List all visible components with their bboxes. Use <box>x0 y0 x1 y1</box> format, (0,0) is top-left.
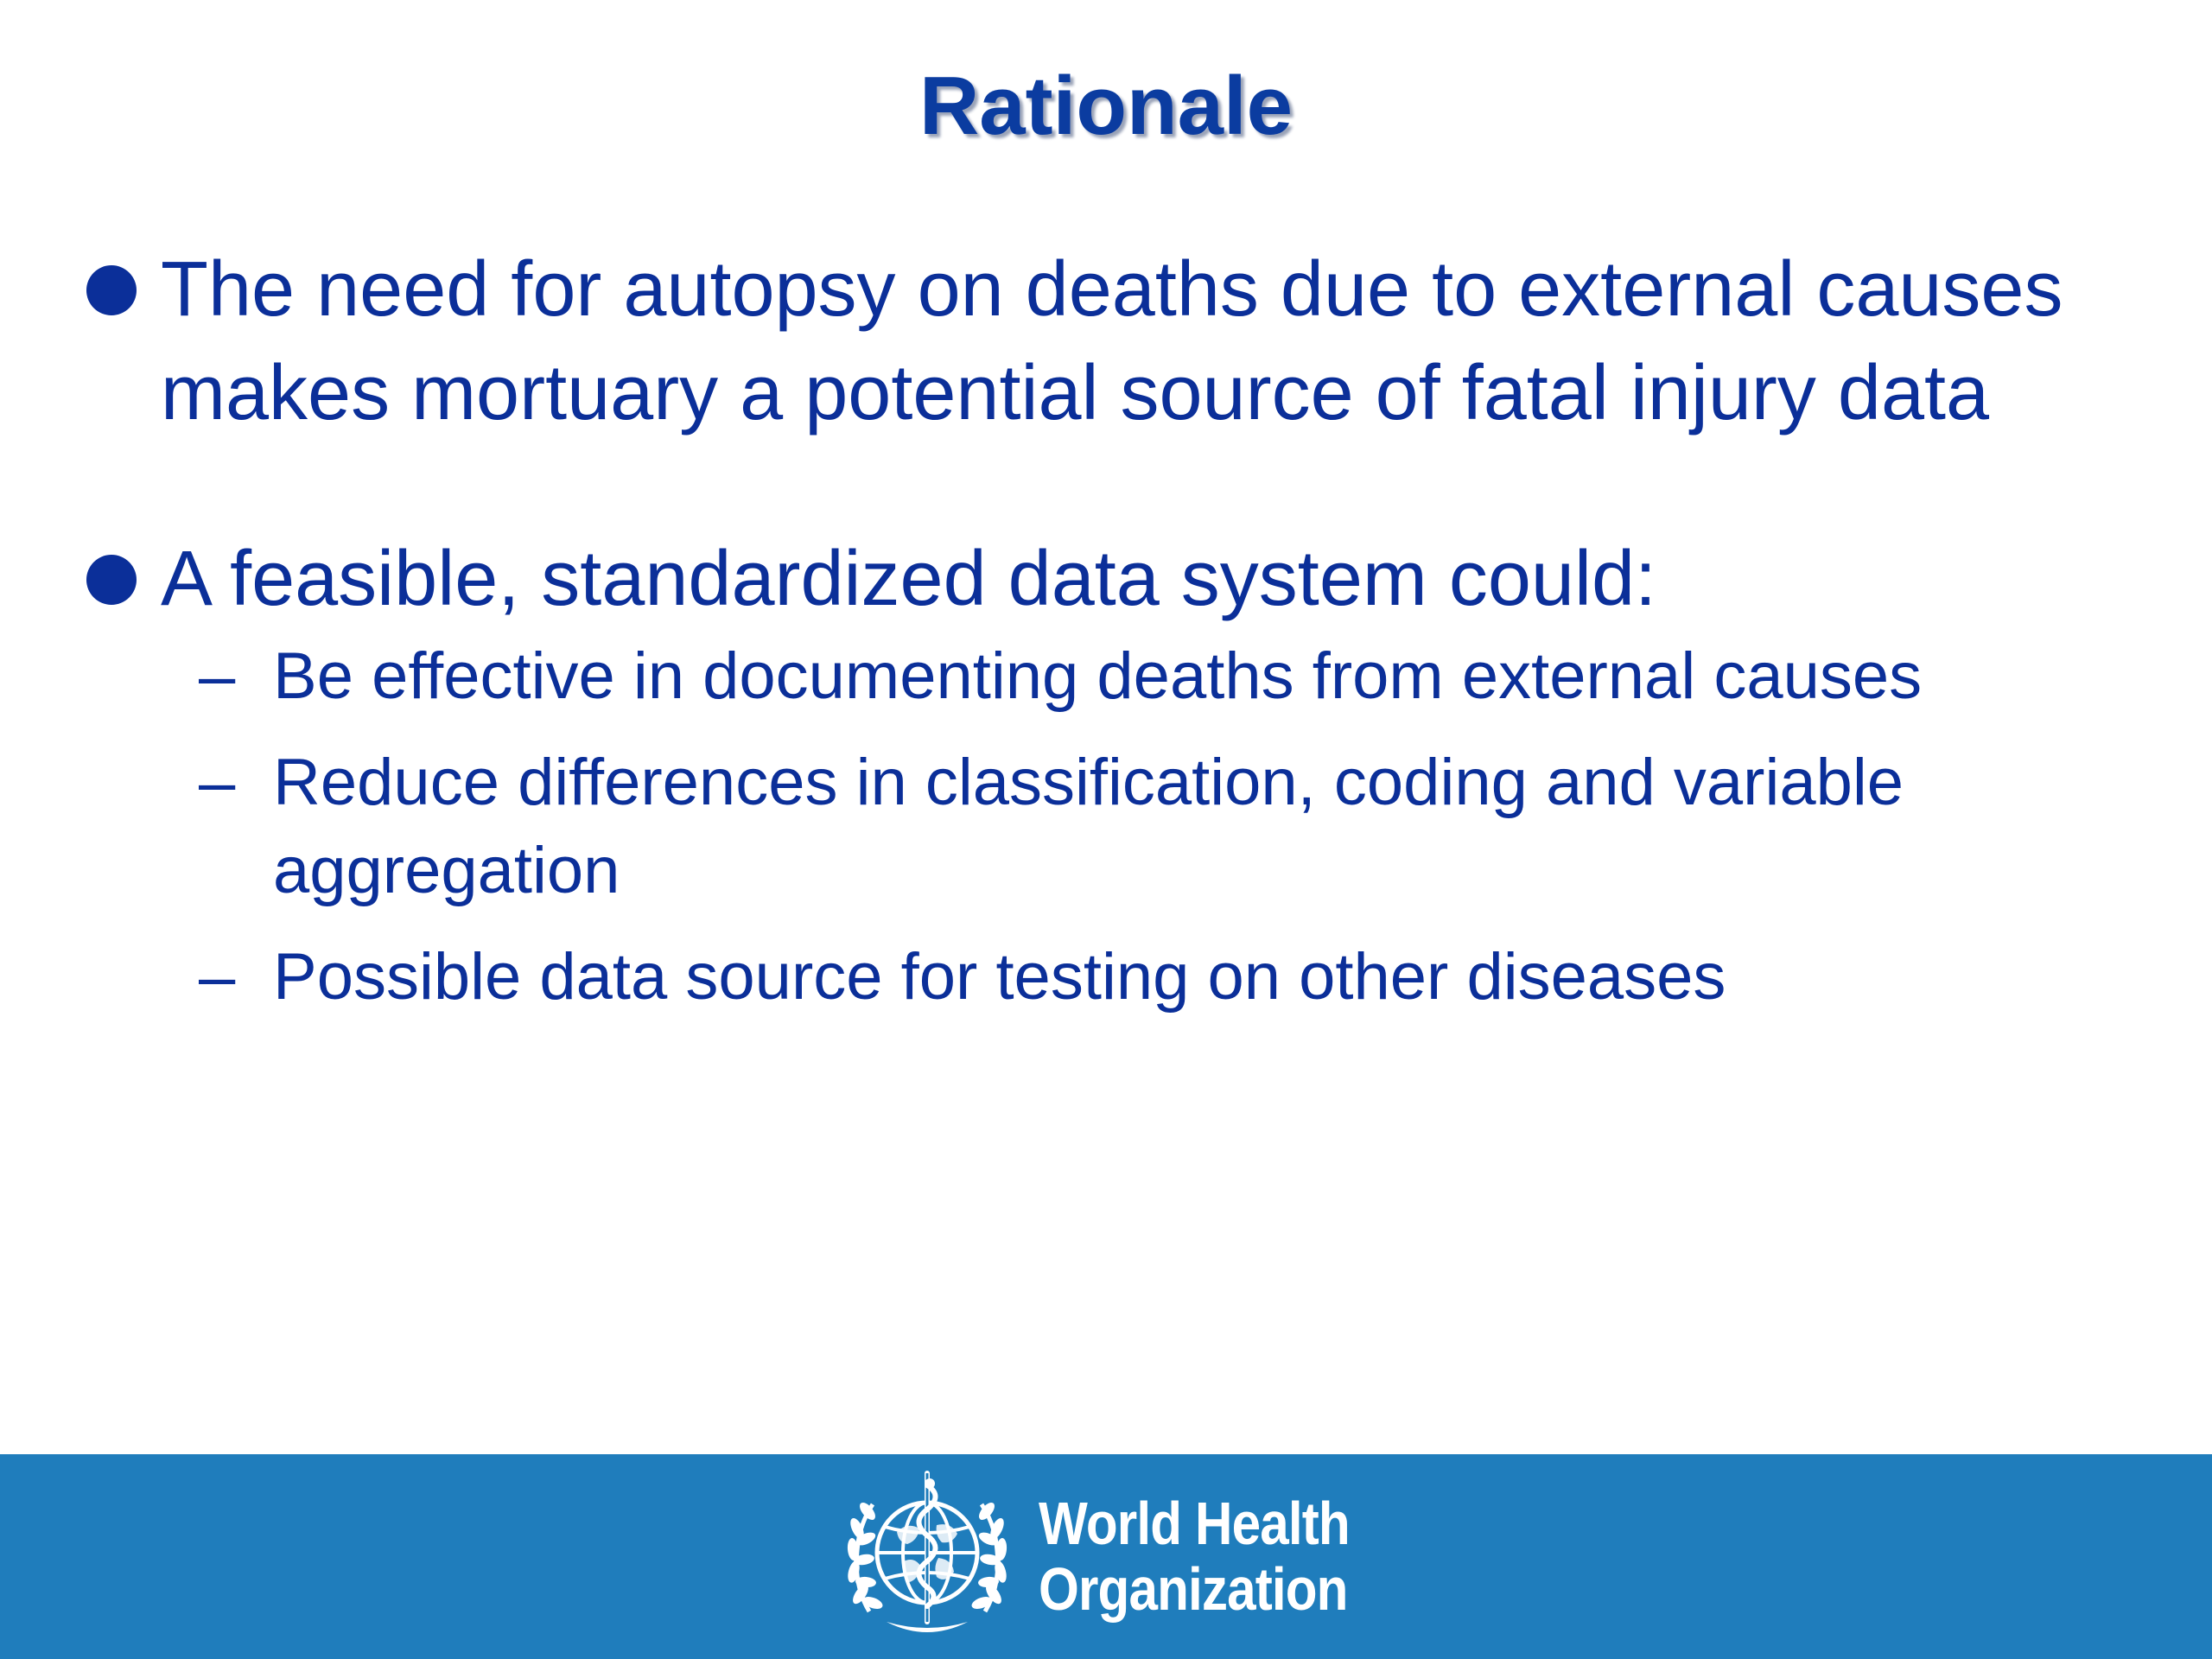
sub-bullet-item <box>78 739 2134 915</box>
bullet-item <box>78 238 2134 445</box>
bullet-text: The need for autopsy on deaths due to external causes makes mortuary a potential source of fatal injury data <box>161 246 2063 436</box>
bullet-dot-icon <box>86 555 137 605</box>
sub-bullet-list <box>78 632 2134 1021</box>
dash-icon: – <box>199 746 236 819</box>
slide-title: Rationale <box>918 60 1294 152</box>
bullet-item <box>78 527 2134 631</box>
dash-icon: – <box>199 940 236 1014</box>
sub-bullet-text: Reduce differences in classification, coding and variable aggregation <box>273 746 1904 907</box>
who-logo <box>835 1465 2212 1646</box>
logo-line-2: Organization <box>1039 1555 1348 1623</box>
who-logo-text <box>1039 1491 1350 1622</box>
sub-bullet-item <box>78 933 2134 1021</box>
logo-line-1: World Health <box>1039 1490 1350 1557</box>
sub-bullet-text: Be effective in documenting deaths from external causes <box>273 639 1923 713</box>
sub-bullet-item <box>78 632 2134 721</box>
who-emblem-icon <box>835 1465 1020 1649</box>
bullet-text: A feasible, standardized data system could: <box>161 536 1657 622</box>
slide-content <box>78 238 2134 1039</box>
dash-icon: – <box>199 639 236 713</box>
bullet-dot-icon <box>86 265 137 315</box>
sub-bullet-text: Possible data source for testing on other diseases <box>273 940 1726 1014</box>
